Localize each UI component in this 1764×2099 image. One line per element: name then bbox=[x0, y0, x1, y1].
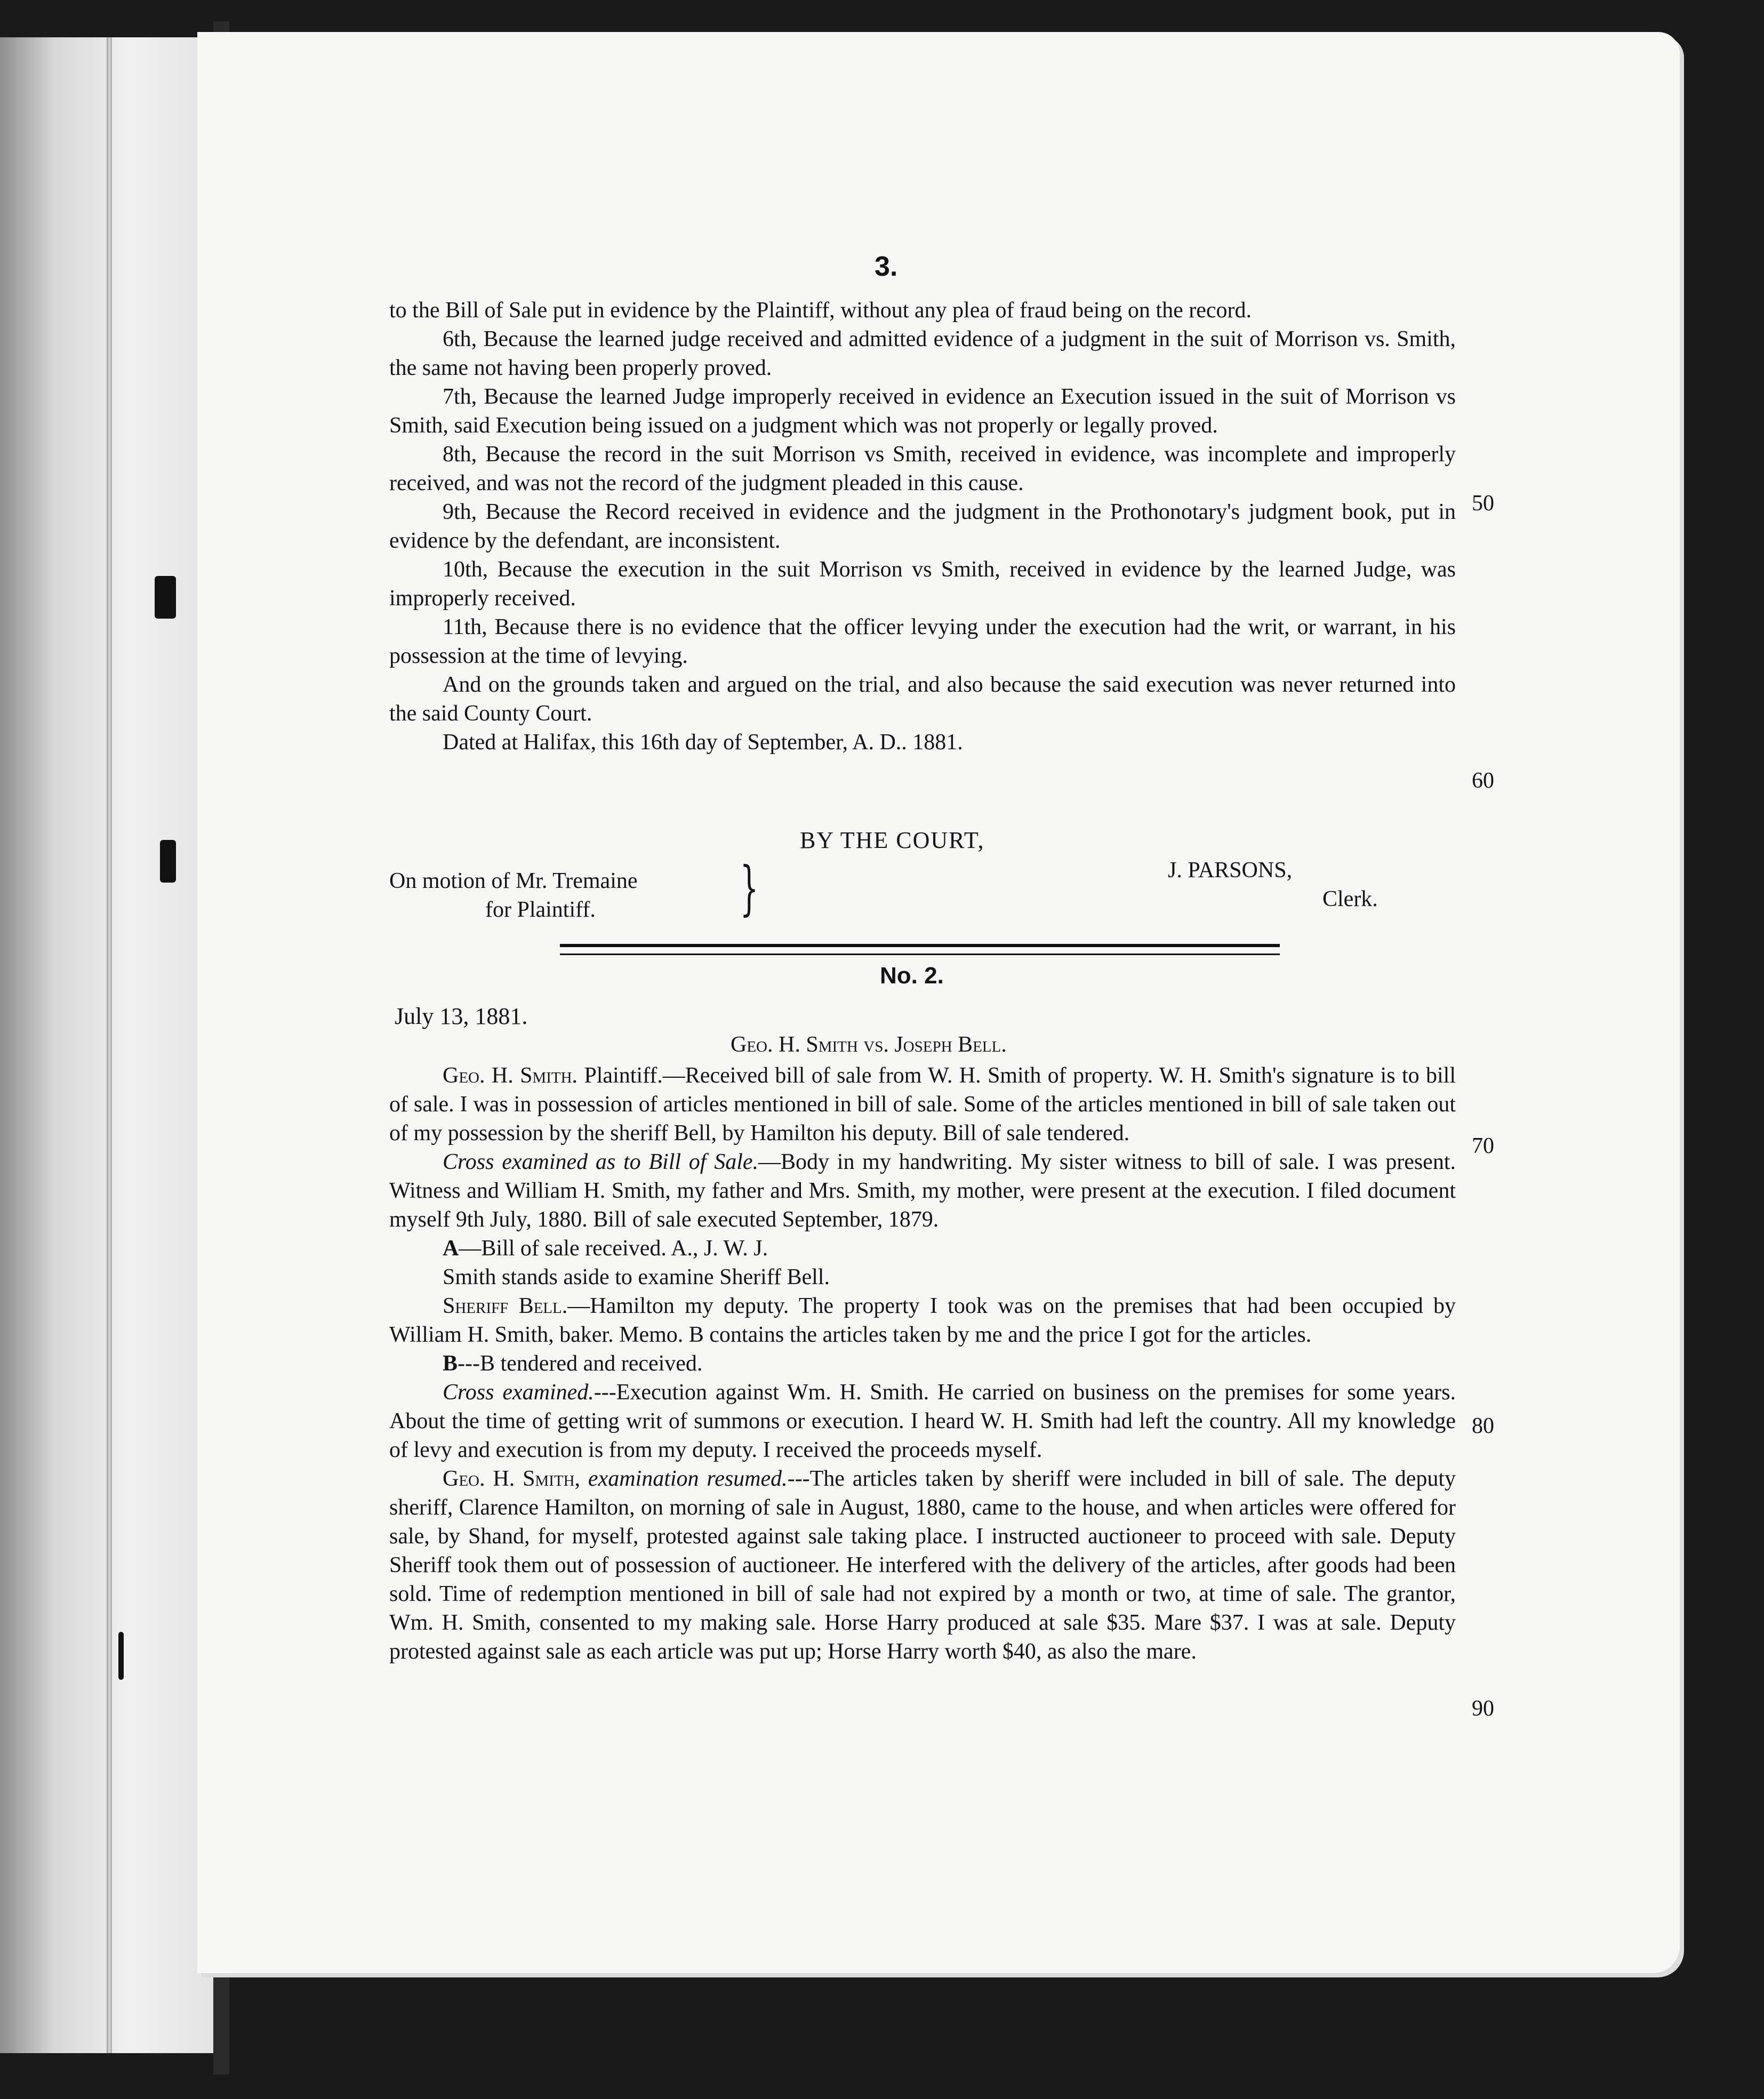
testimony-paragraph bbox=[389, 1263, 1456, 1292]
speaker: Geo. H. Smith, bbox=[443, 1467, 588, 1491]
testimony-body: ---B tendered and received. bbox=[458, 1351, 703, 1376]
testimony-paragraph bbox=[389, 1061, 1456, 1148]
line-number: 60 bbox=[1472, 768, 1494, 793]
speaker-note: examination resumed. bbox=[588, 1467, 788, 1491]
paragraph: 10th, Because the execution in the suit Morrison vs Smith, received in evidence by the learned Judge, was improperly received. bbox=[389, 557, 1456, 611]
testimony-paragraph bbox=[389, 1148, 1456, 1234]
testimony-paragraph bbox=[389, 1234, 1456, 1263]
line-number: 80 bbox=[1472, 1414, 1494, 1438]
testimony-body: —Hamilton my deputy. The property I took was on the premises that had been occupied by William H. Smith, baker. Memo. B contains the articles taken by me and the price I got for the articles. bbox=[389, 1294, 1456, 1347]
paragraph: 8th, Because the record in the suit Morrison vs Smith, received in evidence, was incomplete and improperly received, and was not the record of the judgment pleaded in this cause. bbox=[389, 442, 1456, 495]
line-number: 90 bbox=[1472, 1696, 1494, 1721]
speaker: Cross examined as to Bill of Sale. bbox=[443, 1150, 759, 1174]
page-number: 3. bbox=[875, 251, 898, 282]
testimony-body: —Body in my handwriting. My sister witness to bill of sale. I was present. Witness and William H. Smith, my father and Mrs. Smith, my mother, were present at the execution. I filed document myself 9th July, 1880. Bill of sale executed September, 1879. bbox=[389, 1150, 1456, 1232]
testimony-body: —Bill of sale received. A., J. W. J. bbox=[459, 1236, 768, 1261]
speaker: Sheriff Bell. bbox=[443, 1294, 568, 1318]
testimony-text bbox=[389, 1061, 1456, 1666]
binding-mark bbox=[118, 1632, 124, 1680]
testimony-paragraph bbox=[389, 1378, 1456, 1464]
line-number: 70 bbox=[1472, 1134, 1494, 1158]
paragraph: Dated at Halifax, this 16th day of September, A. D.. 1881. bbox=[443, 730, 963, 755]
clerk-name: J. PARSONS, bbox=[1168, 858, 1293, 883]
page-fold bbox=[107, 37, 112, 2053]
paragraph: 6th, Because the learned judge received and admitted evidence of a judgment in the suit of Morrison vs. Smith, the same not having been properly proved. bbox=[389, 327, 1456, 380]
brace-glyph: } bbox=[740, 854, 759, 922]
testimony-paragraph bbox=[389, 1464, 1456, 1666]
testimony-body: ---Execution against Wm. H. Smith. He carried on business on the premises for some years. About the time of getting writ of summons or execution. I heard W. H. Smith had left the country. All my knowledge of levy and execution is from my deputy. I received the proceeds myself. bbox=[389, 1380, 1456, 1462]
motion-line: On motion of Mr. Tremaine bbox=[389, 869, 638, 893]
paragraph: to the Bill of Sale put in evidence by the Plaintiff, without any plea of fraud being on the record. bbox=[389, 298, 1252, 323]
motion-grounds-text bbox=[389, 296, 1456, 757]
speaker: Geo. H. Smith. bbox=[443, 1063, 584, 1088]
testimony-body: Plaintiff.—Received bill of sale from W. H. Smith of property. W. H. Smith's signature is to bill of sale. I was in possession of articles mentioned in bill of sale. Some of the articles mentioned in bill of sale taken out of my possession by the sheriff Bell, by Hamilton his deputy. Bill of sale tendered. bbox=[389, 1063, 1456, 1145]
speaker: Cross examined. bbox=[443, 1380, 594, 1405]
exhibit-letter: A bbox=[443, 1236, 459, 1261]
date-line: July 13, 1881. bbox=[395, 1003, 528, 1029]
binding-mark bbox=[155, 576, 176, 619]
case-title: Geo. H. Smith vs. Joseph Bell. bbox=[731, 1032, 1007, 1057]
facing-page bbox=[0, 37, 213, 2053]
exhibit-letter: B bbox=[443, 1351, 458, 1376]
motion-note bbox=[389, 867, 638, 924]
line-number: 50 bbox=[1472, 491, 1494, 516]
paragraph: 7th, Because the learned Judge improperly received in evidence an Execution issued in the suit of Morrison vs Smith, said Execution being issued on a judgment which was not properly or legally proved. bbox=[389, 384, 1456, 438]
testimony-body: Smith stands aside to examine Sheriff Bell. bbox=[443, 1265, 830, 1289]
section-heading: No. 2. bbox=[880, 963, 944, 989]
paragraph: 11th, Because there is no evidence that the officer levying under the execution had the writ, or warrant, in his possession at the time of levying. bbox=[389, 615, 1456, 668]
binding-mark bbox=[160, 840, 176, 883]
testimony-body: ---The articles taken by sheriff were included in bill of sale. The deputy sheriff, Clarence Hamilton, on morning of sale in August, 1880, came to the house, and when articles were offered for sale, by Shand, for myself, protested against sale taking place. I instructed auctioneer to proceed with sale. Deputy Sheriff took them out of possession of auctioneer. He interfered with the delivery of the articles, after goods had been sold. Time of redemption mentioned in bill of sale had not expired by a month or two, at time of sale. The grantor, Wm. H. Smith, consented to my making sale. Horse Harry produced at sale $35. Mare $37. I was at sale. Deputy protested against sale as each article was put up; Horse Harry worth $40, as also the mare. bbox=[389, 1467, 1456, 1664]
clerk-signature-block bbox=[1168, 856, 1378, 914]
testimony-paragraph bbox=[389, 1349, 1456, 1378]
paragraph: 9th, Because the Record received in evidence and the judgment in the Prothonotary's judgment book, put in evidence by the defendant, are inconsistent. bbox=[389, 500, 1456, 553]
motion-line: for Plaintiff. bbox=[485, 898, 596, 922]
testimony-paragraph bbox=[389, 1292, 1456, 1349]
by-the-court: BY THE COURT, bbox=[800, 827, 985, 853]
clerk-title: Clerk. bbox=[1322, 887, 1378, 911]
paragraph: And on the grounds taken and argued on the trial, and also because the said execution was never returned into the said County Court. bbox=[389, 672, 1456, 726]
section-divider bbox=[560, 944, 1280, 955]
